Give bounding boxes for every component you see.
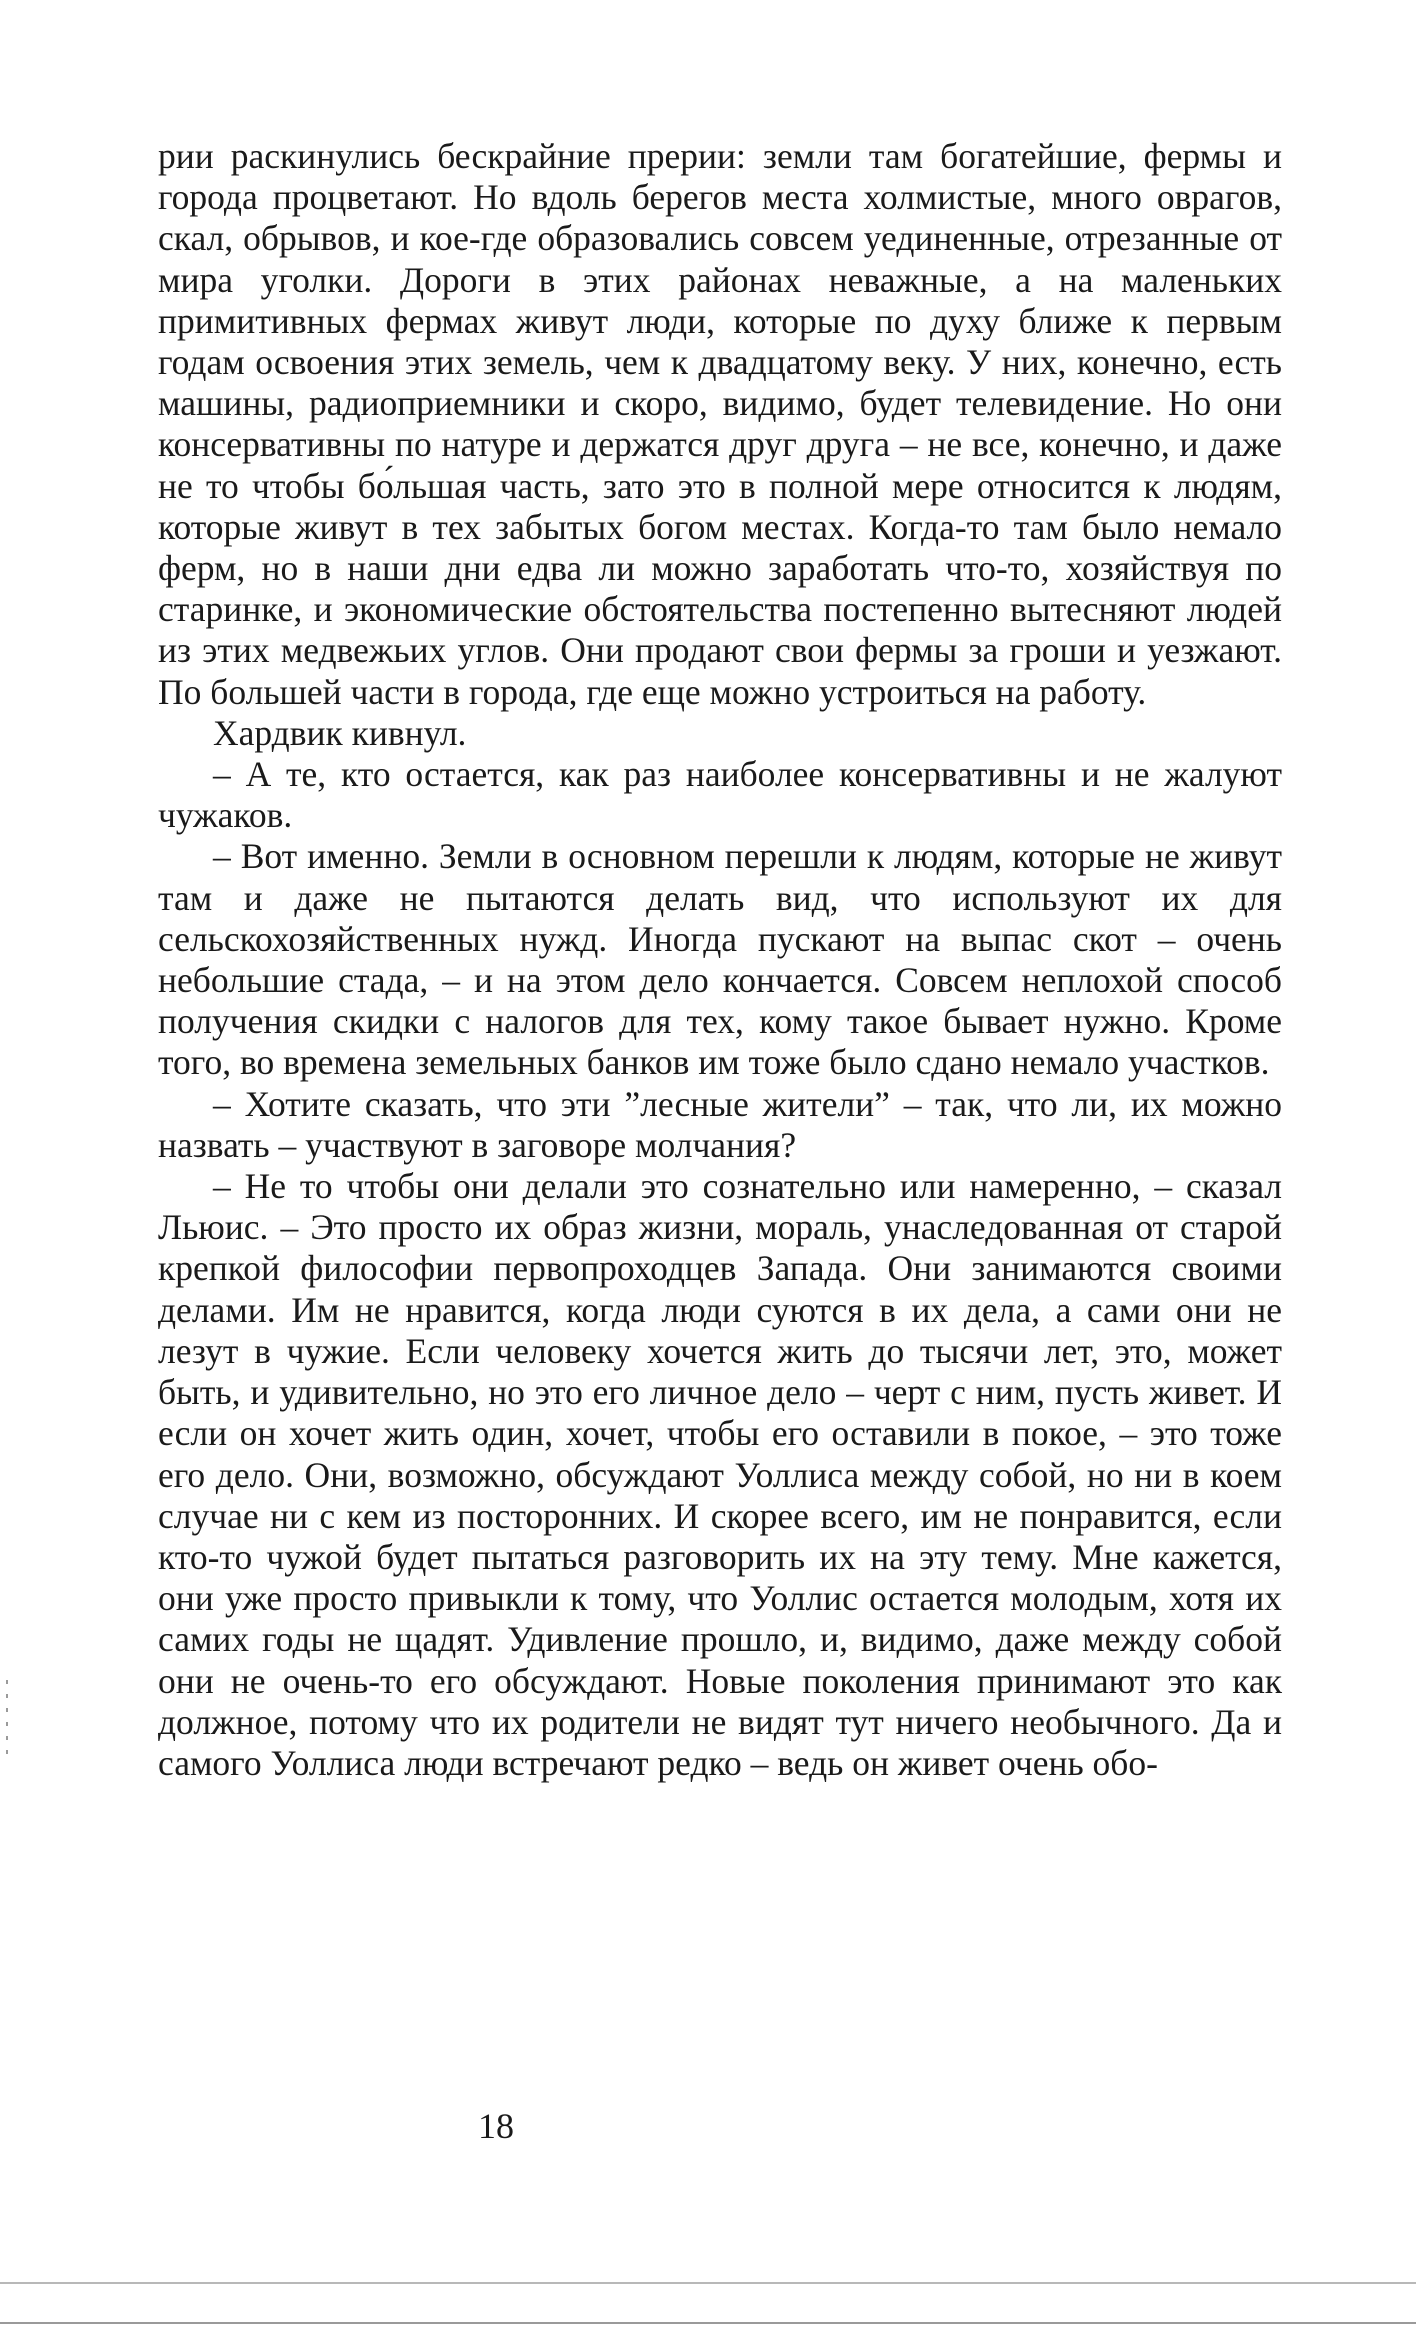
scan-edge-line-bottom bbox=[0, 2322, 1416, 2324]
scan-edge-line bbox=[0, 2282, 1416, 2284]
paragraph-5: – Хотите сказать, что эти ”лесные жители” – так, что ли, их можно назвать – участвуют в заговоре молчания? bbox=[158, 1083, 1282, 1165]
paragraph-1: рии раскинулись бескрайние прерии: земли там богатейшие, фермы и города процветают. Но вдоль берегов места холмистые, много оврагов, скал, обрывов, и кое-где образовались совсем уединенные, отрезанные от мира уголки. Дороги в этих районах неважные, а на маленьких примитивных фермах живут люди, которые по духу ближе к первым годам освоения этих земель, чем к двадцатому веку. У них, конечно, есть машины, радиоприемники и скоро, видимо, будет телевидение. Но они консервативны по натуре и держатся друг друга – не все, конечно, и даже не то чтобы бо́льшая часть, зато это в полной мере относится к людям, которые живут в тех забытых богом местах. Когда-то там было немало ферм, но в наши дни едва ли можно заработать что-то, хозяйствуя по старинке, и экономические обстоятельства постепенно вытесняют людей из этих медвежьих углов. Они продают свои фермы за гроши и уезжают. По большей части в города, где еще можно устроиться на работу. bbox=[158, 136, 1282, 712]
book-page-text bbox=[158, 136, 1282, 1784]
paragraph-4: – Вот именно. Земли в основном перешли к людям, которые не живут там и даже не пытаются делать вид, что используют их для сельскохозяйственных нужд. Иногда пускают на выпас скот – очень небольшие стада, – и на этом дело кончается. Совсем неплохой способ получения скидки с налогов для тех, кому такое бывает нужно. Кроме того, во времена земельных банков им тоже было сдано немало участков. bbox=[158, 836, 1282, 1083]
paragraph-2: Хардвик кивнул. bbox=[213, 712, 467, 753]
paragraph-6: – Не то чтобы они делали это сознательно или намеренно, – сказал Льюис. – Это просто их образ жизни, мораль, унаследованная от старой крепкой философии первопроходцев Запада. Они занимаются своими делами. Им не нравится, когда люди суются в их дела, а сами они не лезут в чужие. Если человеку хочется жить до тысячи лет, это, может быть, и удивительно, но это его личное дело – черт с ним, пусть живет. И если он хочет жить один, хочет, чтобы его оставили в покое, – это тоже его дело. Они, возможно, обсуждают Уоллиса между собой, но ни в коем случае ни с кем из посторонних. И скорее всего, им не понравится, если кто-то чужой будет пытаться разговорить их на эту тему. Мне кажется, они уже просто привыкли к тому, что Уоллис остается молодым, хотя их самих годы не щадят. Удивление прошло, и, видимо, даже между собой они не очень-то его обсуждают. Новые поколения принимают это как должное, потому что их родители не видят тут ничего необычного. Да и самого Уоллиса люди встречают редко – ведь он живет очень обо- bbox=[158, 1166, 1282, 1783]
scan-margin-marks bbox=[6, 1680, 8, 1760]
paragraph-3: – А те, кто остается, как раз наиболее консервативны и не жалуют чужаков. bbox=[158, 754, 1282, 836]
page-number: 18 bbox=[478, 2106, 514, 2146]
